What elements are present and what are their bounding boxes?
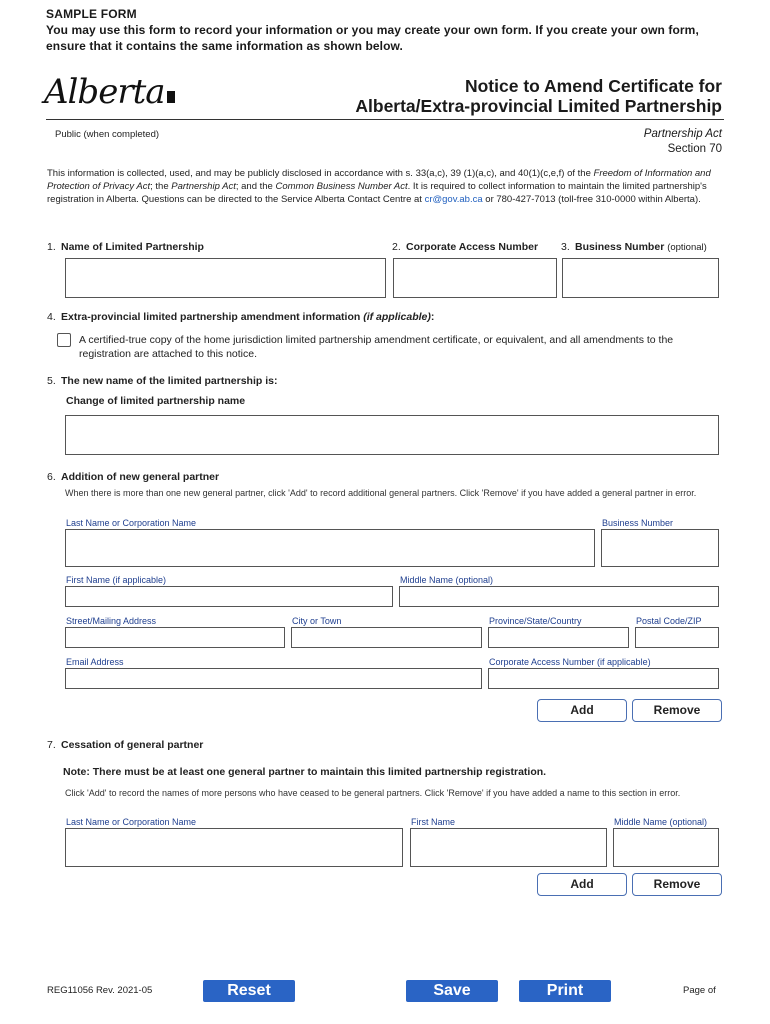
amendment-attached-checkbox[interactable] [57, 333, 71, 347]
new-lp-name-input[interactable] [65, 415, 719, 455]
form-id: REG11056 Rev. 2021-05 [47, 985, 153, 996]
section3-label: 3. Business Number (optional) [561, 241, 707, 253]
gp-email-input[interactable] [65, 668, 482, 689]
section1-label: 1. Name of Limited Partnership [47, 241, 204, 253]
alberta-logo-mark [167, 91, 175, 103]
gp-middle-name-input[interactable] [399, 586, 719, 607]
header-divider [46, 119, 724, 120]
amendment-checkbox-text: A certified-true copy of the home jurisdiction limited partnership amendment certificate, or equivalent, and all amendments to the registration are attached to this notice. [79, 334, 674, 360]
public-notice: Public (when completed) [55, 129, 160, 140]
page-number: Page of [683, 985, 716, 996]
cease-middle-name-input[interactable] [613, 828, 719, 867]
section5-sublabel: Change of limited partnership name [66, 395, 246, 407]
section7-note: Note: There must be at least one general partner to maintain this limited partnership registration. [63, 766, 547, 778]
alberta-logo [44, 72, 175, 112]
section7-label: 7. Cessation of general partner [47, 739, 204, 751]
gp-middle-name-label: Middle Name (optional) [400, 575, 494, 585]
section6-instructions: When there is more than one new general partner, click 'Add' to record additional general partners. Click 'Remove' if you have added a general partner in error. [65, 488, 697, 498]
add-partner-button[interactable]: Add [537, 699, 627, 722]
act-reference [644, 127, 722, 157]
cease-middle-name-label: Middle Name (optional) [614, 817, 708, 827]
section7-instructions: Click 'Add' to record the names of more persons who have ceased to be general partners. Click 'Remove' if you have added a name to this section in error. [65, 788, 681, 798]
gp-province-label: Province/State/Country [489, 616, 582, 626]
lp-name-input[interactable] [65, 258, 386, 298]
section2-label: 2. Corporate Access Number [392, 241, 539, 253]
gp-corp-access-input[interactable] [488, 668, 719, 689]
section4-label: 4. Extra-provincial limited partnership amendment information (if applicable): [47, 311, 435, 323]
gp-street-input[interactable] [65, 627, 285, 648]
gp-postal-input[interactable] [635, 627, 719, 648]
privacy-statement: This information is collected, used, and may be publicly disclosed in accordance with s. 33(a,c), 39 (1)(a,c), and 40(1)(c,e,f) of the Freedom of Information and Protection of Privacy Act; the Partnership Act; and the Common Business Number Act. It is required to collect information to maintain the limited partnership's registration in Alberta. Questions can be directed to the Service Alberta Contact Centre at cr@gov.ab.ca or 780-427-7013 (toll-free 310-0000 within Alberta). [47, 168, 711, 205]
save-button[interactable]: Save [406, 980, 498, 1002]
gp-province-input[interactable] [488, 627, 629, 648]
gp-first-name-input[interactable] [65, 586, 393, 607]
sample-form-title: SAMPLE FORM [46, 7, 137, 21]
gp-business-number-input[interactable] [601, 529, 719, 567]
sample-form-text: You may use this form to record your information or you may create your own form. If you create your own form, ensure that it contains the same information as shown below. [46, 23, 699, 53]
add-cessation-button[interactable]: Add [537, 873, 627, 896]
cease-last-name-input[interactable] [65, 828, 403, 867]
gp-city-label: City or Town [292, 616, 342, 626]
form-title-line1: Notice to Amend Certificate for [464, 76, 722, 96]
gp-last-name-label: Last Name or Corporation Name [66, 518, 197, 528]
reset-button[interactable]: Reset [203, 980, 295, 1002]
section6-label: 6. Addition of new general partner [47, 471, 220, 483]
gp-last-name-input[interactable] [65, 529, 595, 567]
gp-postal-label: Postal Code/ZIP [636, 616, 702, 626]
cease-first-name-label: First Name [411, 817, 456, 827]
form-title-line2: Alberta/Extra-provincial Limited Partnership [355, 96, 722, 116]
contact-email-link[interactable]: cr@gov.ab.ca [424, 194, 483, 205]
gp-city-input[interactable] [291, 627, 482, 648]
act-section: Section 70 [667, 143, 722, 155]
cease-first-name-input[interactable] [410, 828, 607, 867]
gp-first-name-label: First Name (if applicable) [66, 575, 167, 585]
remove-partner-button[interactable]: Remove [632, 699, 722, 722]
gp-street-label: Street/Mailing Address [66, 616, 157, 626]
gp-corp-access-label: Corporate Access Number (if applicable) [489, 657, 651, 667]
gp-business-number-label: Business Number [602, 518, 674, 528]
section5-label: 5. The new name of the limited partnership is: [47, 375, 278, 387]
print-button[interactable]: Print [519, 980, 611, 1002]
remove-cessation-button[interactable]: Remove [632, 873, 722, 896]
corporate-access-number-input[interactable] [393, 258, 557, 298]
cease-last-name-label: Last Name or Corporation Name [66, 817, 197, 827]
gp-email-label: Email Address [66, 657, 124, 667]
act-name: Partnership Act [643, 128, 722, 140]
form-title [355, 76, 722, 116]
business-number-input[interactable] [562, 258, 719, 298]
alberta-logo-text: Alberta [44, 72, 165, 112]
